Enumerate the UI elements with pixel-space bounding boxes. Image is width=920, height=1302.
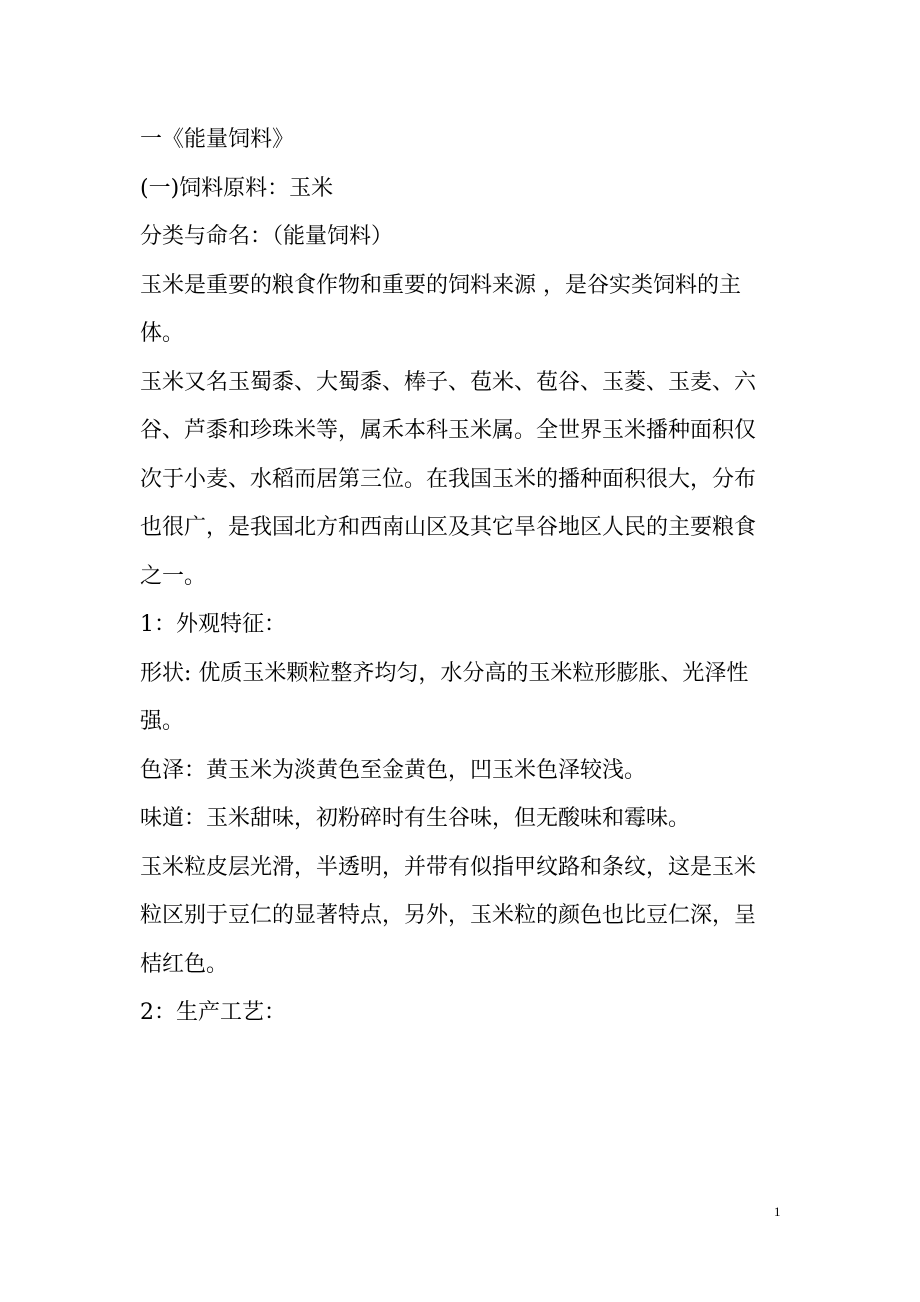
text-line: 玉米粒皮层光滑，半透明，并带有似指甲纹路和条纹，这是玉米 <box>140 854 757 880</box>
text-line: 一《能量饲料》 <box>140 127 295 152</box>
paragraph <box>140 359 790 602</box>
text-line: 强。 <box>140 709 185 734</box>
text-line: (一)饲料原料：玉米 <box>140 175 334 201</box>
paragraph <box>140 650 790 747</box>
text-line: 也很广，是我国北方和西南山区及其它旱谷地区人民的主要粮食 <box>140 515 757 540</box>
paragraph <box>140 213 790 262</box>
text-line: 体。 <box>140 321 185 346</box>
text-line: 粒区别于豆仁的显著特点，另外，玉米粒的颜色也比豆仁深，呈 <box>140 903 757 928</box>
text-line: 谷、芦黍和珍珠米等，属禾本科玉米属。全世界玉米播种面积仅 <box>140 418 757 443</box>
paragraph <box>140 601 790 650</box>
text-line: 之一。 <box>140 563 207 589</box>
text-line: 玉米是重要的粮食作物和重要的饲料来源 ，是谷实类饲料的主 <box>140 272 741 298</box>
paragraph <box>140 844 790 990</box>
text-line: 味道：玉米甜味，初粉碎时有生谷味，但无酸味和霉味。 <box>140 806 691 831</box>
text-line: 分类与命名：（能量饲料） <box>140 224 394 249</box>
document-body <box>140 116 790 1038</box>
text-line: 玉米又名玉蜀黍、大蜀黍、棒子、苞米、苞谷、玉菱、玉麦、六 <box>140 369 757 395</box>
paragraph <box>140 795 790 844</box>
paragraph <box>140 989 790 1038</box>
text-line: 次于小麦、水稻而居第三位。在我国玉米的播种面积很大，分布 <box>140 466 757 492</box>
page-number: 1 <box>774 1204 781 1219</box>
paragraph <box>140 747 790 796</box>
text-line: 1：外观特征： <box>140 612 286 637</box>
text-line: 形状: 优质玉米颗粒整齐均匀，水分高的玉米粒形膨胀、光泽性 <box>140 660 749 686</box>
paragraph <box>140 165 790 214</box>
paragraph <box>140 262 790 359</box>
text-line: 桔红色。 <box>140 951 229 977</box>
paragraph <box>140 116 790 165</box>
text-line: 色泽：黄玉米为淡黄色至金黄色，凹玉米色泽较浅。 <box>140 757 647 783</box>
text-line: 2：生产工艺： <box>140 1000 286 1025</box>
